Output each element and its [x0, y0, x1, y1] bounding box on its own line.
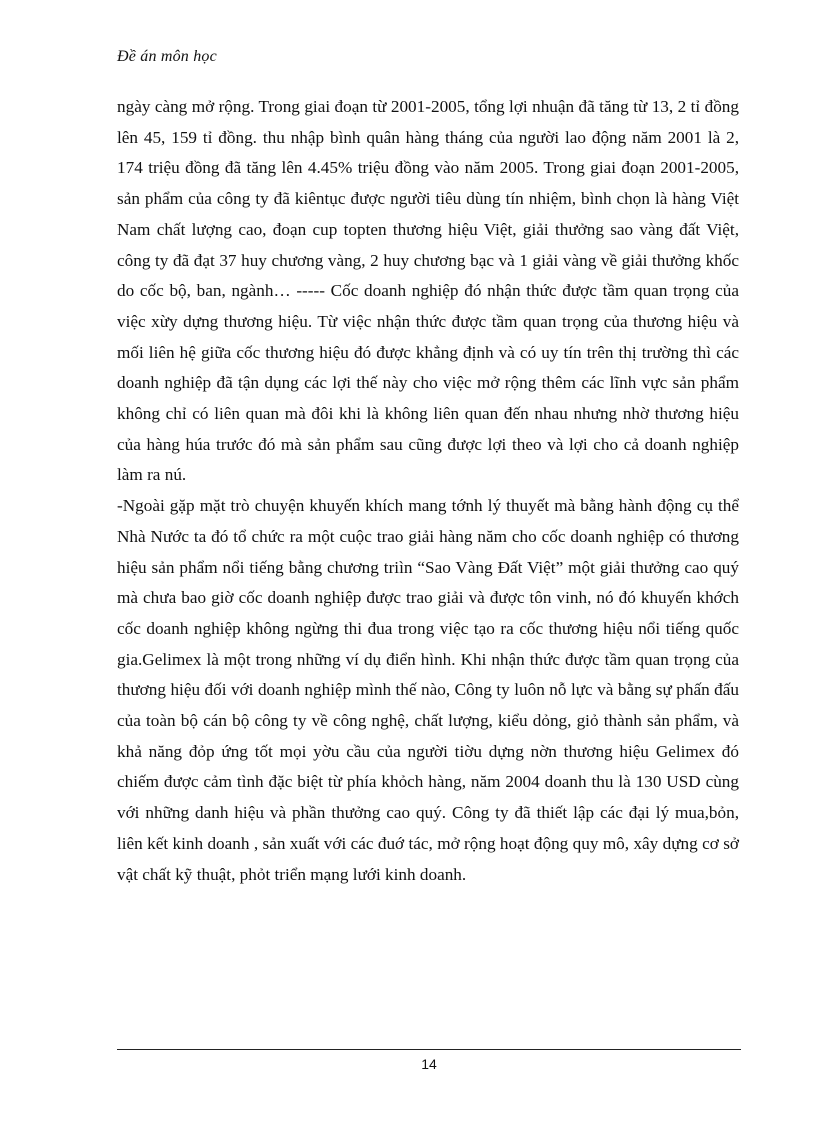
- paragraph-1: ngày càng mở rộng. Trong giai đoạn từ 2001-2005, tổng lợi nhuận đã tăng từ 13, 2 tỉ đồng lên 45, 159 tỉ đồng. thu nhập bình quân hàng tháng của người lao động năm 2001 là 2, 174 triệu đồng đã tăng lên 4.45% triệu đồng vào năm 2005. Trong giai đoạn 2001-2005, sản phẩm của công ty đã kiêntục được người tiêu dùng tín nhiệm, bình chọn là hàng Việt Nam chất lượng cao, đoạn cup topten thương hiệu Việt, giải thưởng sao vàng đất Việt, công ty đã đạt 37 huy chương vàng, 2 huy chương bạc và 1 giải vàng về giải thưởng khốc do cốc bộ, ban, ngành… ----- Cốc doanh nghiệp đó nhận thức được tầm quan trọng của việc xừy dựng thương hiệu. Từ việc nhận thức được tầm quan trọng của thương hiệu và mối liên hệ giữa cốc thương hiệu đó được khẳng định và có uy tín trên thị trường thì các doanh nghiệp đã tận dụng các lợi thế này cho việc mở rộng thêm các lĩnh vực sản phẩm không chỉ có liên quan mà đôi khi là không liên quan đến nhau nhưng nhờ thương hiệu của hàng húa trước đó mà sản phẩm sau cũng được lợi theo và lợi cho cả doanh nghiệp làm ra nú.: [117, 97, 739, 485]
- paragraph-2: -Ngoài gặp mặt trò chuyện khuyến khích mang tớnh lý thuyết mà bằng hành động cụ thể Nhà Nước ta đó tổ chức ra một cuộc trao giải hàng năm cho cốc doanh nghiệp có thương hiệu sản phẩm nổi tiếng bằng chương triìn “Sao Vàng Đất Việt” một giải thưởng cao quý mà chưa bao giờ cốc doanh nghiệp được trao giải và được tôn vinh, nó đó khuyến khớch cốc doanh nghiệp không ngừng thi đua trong việc tạo ra cốc thương hiệu nổi tiếng quốc gia.Gelimex là một trong những ví dụ điển hình. Khi nhận thức được tầm quan trọng của thương hiệu đối với doanh nghiệp mình thế nào, Công ty luôn nỗ lực và bằng sự phấn đấu của toàn bộ cán bộ công ty về công nghệ, chất lượng, kiểu dỏng, giỏ thành sản phẩm, và khả năng đỏp ứng tốt mọi yờu cầu của người tiờu dựng nờn thương hiệu Gelimex đó chiếm được cảm tình đặc biệt từ phía khỏch hàng, năm 2004 doanh thu là 130 USD cùng với những danh hiệu và phần thưởng cao quý. Công ty đã thiết lập các đại lý mua,bỏn, liên kết kinh doanh , sản xuất với các đuớ tác, mở rộng hoạt động quy mô, xây dựng cơ sở vật chất kỹ thuật, phỏt triển mạng lưới kinh doanh.: [117, 496, 739, 884]
- page-number: 14: [421, 1056, 437, 1072]
- footer-divider: [117, 1049, 741, 1050]
- page-header-title: Đề án môn học: [117, 48, 217, 65]
- body-text: [117, 92, 739, 890]
